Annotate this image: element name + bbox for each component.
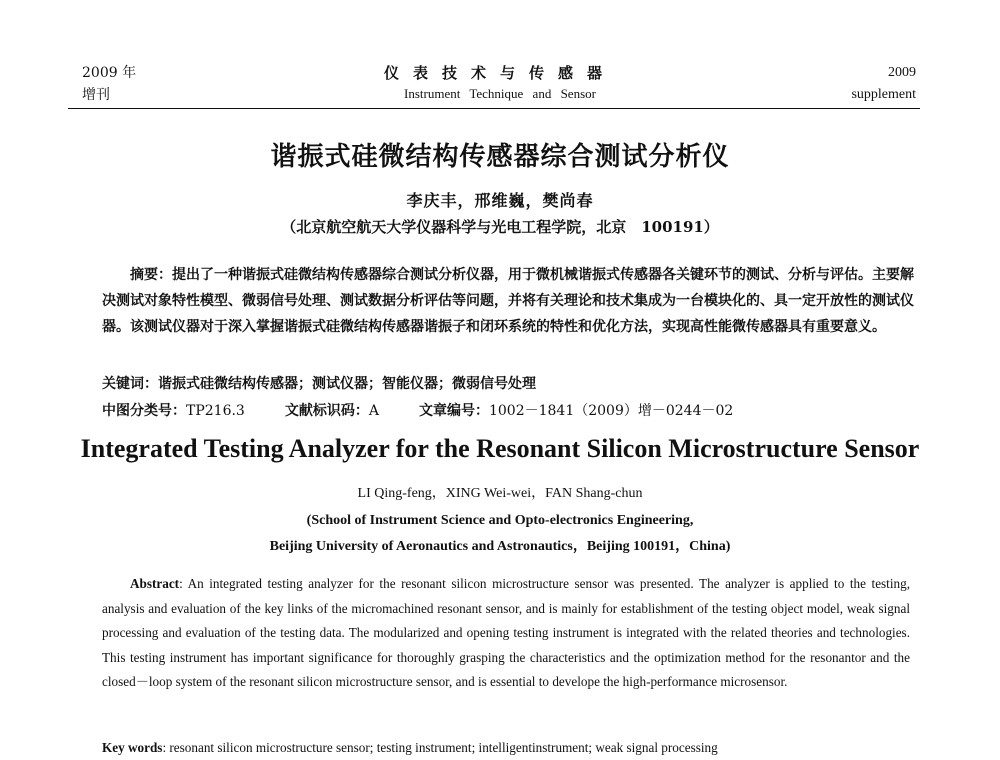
- abstract-cn-label: 摘要：: [130, 267, 172, 283]
- keywords-cn: [102, 373, 918, 395]
- journal-name-cn: 仪表技术与传感器: [383, 64, 616, 82]
- paper-title-en: Integrated Testing Analyzer for the Resonant Silicon Microstructure Sensor: [80, 434, 920, 463]
- header-issue-en: supplement: [851, 87, 916, 102]
- authors-en: LI Qing-feng，XING Wei-wei，FAN Shang-chun: [357, 486, 643, 501]
- classification-line: [102, 400, 918, 422]
- authors-cn: 李庆丰，邢维巍，樊尚春: [406, 191, 594, 210]
- header-year-en: 2009: [888, 65, 916, 80]
- keywords-en-text: : resonant silicon microstructure sensor; testing instrument; intelligentinstrument; weak signal processing: [162, 740, 718, 755]
- abstract-cn-text: 提出了一种谐振式硅微结构传感器综合测试分析仪器，用于微机械谐振式传感器各关键环节的测试、分析与评估。主要解决测试对象特性模型、微弱信号处理、测试数据分析评估等问题，并将有关理论和技术集成为一台模块化的、具一定开放性的测试仪器。该测试仪器对于深入掌握谐振式硅微结构传感器谐振子和闭环系统的特性和优化方法，实现高性能微传感器具有重要意义。: [102, 267, 914, 335]
- keywords-en-label: Key words: [102, 740, 163, 755]
- paper-title-cn: 谐振式硅微结构传感器综合测试分析仪: [270, 142, 730, 172]
- header-right: [851, 62, 916, 106]
- doc-code-value: A: [368, 403, 379, 419]
- doc-code-label: 文献标识码：: [284, 403, 369, 419]
- header-year: 2009 年: [82, 65, 137, 81]
- keywords-en: [102, 738, 918, 758]
- header-left: [82, 62, 136, 106]
- article-no-value: 1002－1841（2009）增－0244－02: [488, 403, 734, 419]
- article-no-label: 文章编号：: [418, 403, 489, 419]
- keywords-cn-label: 关键词：: [102, 376, 158, 392]
- header-divider: [68, 108, 920, 109]
- keywords-cn-text: 谐振式硅微结构传感器；测试仪器；智能仪器；微弱信号处理: [158, 376, 536, 392]
- affiliation-en-line2: Beijing University of Aeronautics and Astronautics，Beijing 100191，China): [269, 539, 731, 554]
- affiliation-en: [60, 508, 940, 560]
- header-journal: [330, 62, 670, 104]
- clc-label: 中图分类号：: [102, 403, 186, 419]
- abstract-en-label: Abstract: [130, 576, 180, 591]
- journal-name-en: Instrument Technique and Sensor: [404, 86, 596, 101]
- abstract-cn: [102, 262, 918, 340]
- clc-value: TP216.3: [186, 403, 245, 419]
- header-issue: 增刊: [82, 87, 110, 103]
- affiliation-cn: （北京航空航天大学仪器科学与光电工程学院，北京 100191）: [281, 218, 719, 236]
- abstract-en: [102, 572, 910, 695]
- affiliation-en-line1: (School of Instrument Science and Opto-electronics Engineering,: [306, 513, 694, 528]
- abstract-en-text: : An integrated testing analyzer for the resonant silicon microstructure sensor was presented. The analyzer is applied to the testing, analysis and evaluation of the key links of the micromachined resonant sensor, and is mainly for establishment of the testing object model, weak signal processing and evaluation of the testing data. The modularized and opening testing instrument is integrated with the related theories and technologies. This testing instrument has important significance for thoroughly grasping the characteristics and the optimization method for the resonantor and the closed－loop system of the resonant silicon microstructure sensor, and is essential to develope the high-performance microsensor.: [102, 576, 910, 689]
